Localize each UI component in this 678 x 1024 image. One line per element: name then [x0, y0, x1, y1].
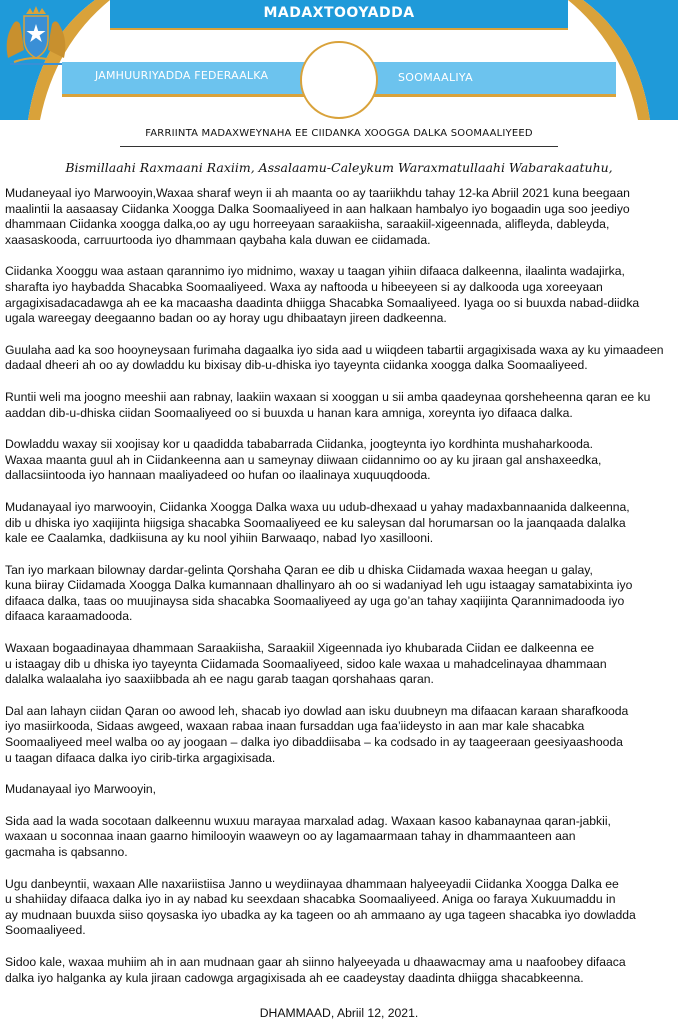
paragraph-line: aaddan dib-u-dhiska ciidan Soomaaliyeed oo si buuxda u hanan kara amniga, xoreynta iyo difaaca dalka.	[5, 405, 573, 420]
paragraph	[5, 877, 673, 939]
paragraph-line: dib u dhiska iyo xaqiijinta hiigsiga shacabka Soomaaliyeed ee ku saleysan dal horumarsan oo la jaanqaada dalalka	[5, 515, 626, 530]
subtitle-divider	[120, 146, 558, 147]
paragraph-line: Dal aan lahayn ciidan Qaran oo awood leh, shacab iyo dowlad aan isku duubneyn ma difaacan karaan sharafkooda	[5, 703, 629, 718]
paragraph-line: difaaca dalka, taas oo muujinaysa sida shacabka Soomaaliyeed ay uga go’an tahay xaqiijinta Qarannimadooda iyo	[5, 593, 625, 608]
paragraph-line: xaasaskooda, carruurtooda iyo dhammaan qaybaha kala duwan ee ciidamada.	[5, 232, 431, 247]
paragraph	[5, 390, 673, 421]
greeting: Bismillaahi Raxmaani Raxiim, Assalaamu-Caleykum Waraxmatullaahi Wabarakaatuhu,	[65, 160, 613, 175]
paragraph-line: Waxaan bogaadinayaa dhammaan Saraakiisha, Saraakiil Xigeennada iyo khubarada Ciidan ee dalkeenna ee	[5, 641, 595, 656]
paragraph-line: Ciidanka Xooggu waa astaan qarannimo iyo midnimo, waxay u taagan yihiin difaaca dalkeenna, ilaalinta wadajirka,	[5, 264, 625, 279]
paragraph	[5, 500, 673, 547]
paragraph-line: dalka iyo halganka ay kula jiraan cadowga argagixisada ah ee caadeystay daadinta dhiigga shacabkeenna.	[5, 970, 584, 985]
paragraph-line: dallacsiintooda iyo hannaan maaliyadeed oo hufan oo ilaalinaya xuquuqdooda.	[5, 468, 431, 483]
paragraph	[5, 264, 673, 326]
paragraph-line: Mudaneyaal iyo Marwooyin,Waxaa sharaf weyn ii ah maanta oo ay taariikhdu tahay 12-ka Abriil 2021 kuna beegaan	[5, 186, 630, 200]
paragraph-line: dadaal dheeri ah oo ay dowladdu ku bixisay dib-u-dhiska iyo tayeynta ciidanka xoogga dalka Soomaaliyeed.	[5, 358, 588, 373]
paragraph-line: Soomaaliyeed meel walba oo ay joogaan – dalka iyo dibaddiisaba – ka codsado in ay taageeraan geesiyaashooda	[5, 735, 623, 750]
paragraph-line: Guulaha aad ka soo hooyneysaan furimaha dagaalka iyo sida aad u wiiqdeen tabartii argagixisada waxa ay ku yimaadeen	[5, 342, 664, 357]
paragraph-line: Mudanayaal iyo Marwooyin,	[5, 782, 157, 797]
paragraph-line: Soomaaliyeed.	[5, 923, 86, 938]
paragraph-line: Mudanayaal iyo marwooyin, Ciidanka Xoogga Dalka waxa uu udub-dhexaad u yahay madaxbannaanida dalkeenna,	[5, 499, 630, 514]
paragraph-line: dalalka walaalaha iyo saaxiibbada ah ee nagu garab taagan qorshahaas qaran.	[5, 672, 434, 687]
paragraph-line: kuna biiray Ciidamada Xoogga Dalka kumannaan dhallinyaro ah oo si wadaniyad leh ugu istaagay samatabixinta iyo	[5, 578, 633, 593]
paragraph	[5, 782, 673, 798]
paragraph	[5, 704, 673, 766]
paragraph	[5, 437, 673, 484]
paragraph-line: argagixisadacadawga ah ee ka macaasha daadinta dhiigga Shacabka Somaaliyeed. Iyaga oo si buuxda nabad-diidka	[5, 295, 640, 310]
paragraph	[5, 186, 673, 248]
paragraph	[5, 563, 673, 625]
paragraph-line: Tan iyo markaan bilownay dardar-gelinta Qorshaha Qaran ee dib u dhiska Ciidamada waxaa heegan u galay,	[5, 562, 593, 577]
somalia-coat-of-arms-icon	[0, 0, 72, 68]
paragraph	[5, 955, 673, 986]
paragraph-line: Sida aad la wada socotaan dalkeennu wuxuu marayaa marxalad adag. Waxaan kasoo kabanaynaa qaran-jabkii,	[5, 813, 611, 828]
paragraph-line: dhammaan Ciidanka xoogga dalka,oo ay ugu horreeyaan saraakiisha, saraakiil-xigeennada, alifleyda, dableyda,	[5, 217, 610, 232]
paragraph-line: u shahiiday difaaca dalka iyo in ay nabad ku seexdaan shacabka Soomaaliyeed. Aniga oo faraya Xukuumaddu in	[5, 892, 616, 907]
ribbon-right-text: SOOMAALIYA	[398, 71, 473, 84]
letter-body	[5, 186, 673, 1002]
paragraph-line: ugala wareegay deegaanno badan oo ay horay ugu dhibaatayn jireen dadkeenna.	[5, 311, 447, 326]
paragraph	[5, 343, 673, 374]
paragraph	[5, 641, 673, 688]
paragraph-line: gacmaha is qabsanno.	[5, 845, 128, 859]
paragraph-line: ay mudnaan buuxda siiso qoysaska iyo ubadka ay ka tageen oo ah ammaano ay uga tageen shacabka iyo dowladda	[5, 907, 636, 922]
letterhead	[0, 0, 678, 120]
paragraph-line: u istaagay dib u dhiska iyo tayeynta Ciidamada Soomaaliyeed, sidoo kale waxaa u mahadcelinayaa dhammaan	[5, 656, 607, 671]
ribbon-left-text: JAMHUURIYADDA FEDERAALKA	[95, 69, 269, 82]
paragraph-line: kale ee Caalamka, dadkiisuna ay ku nool yihiin Barwaaqo, nabad Iyo xasillooni.	[5, 531, 434, 546]
top-banner-title: MADAXTOOYADDA	[263, 5, 415, 21]
paragraph-line: u taagan difaaca dalka iyo cirib-tirka argagixisada.	[5, 750, 276, 765]
paragraph-line: Waxaa maanta guul ah in Ciidankeenna aan u sameynay diiwaan ciidannimo oo ay ku jiraan gal anshaxeedka,	[5, 452, 602, 467]
paragraph-line: waxaan u soconnaa inaan gaarno himilooyin waaweyn oo ay lagamaarmaan tahay in dhammaanteen aan	[5, 829, 576, 844]
paragraph-line: difaaca karaamadooda.	[5, 609, 133, 624]
paragraph-line: iyo masiirkooda, Sidaas awgeed, waxaan rabaa inaan fursaddan uga faa’iideysto in aan mar kale shacabka	[5, 719, 585, 734]
paragraph-line: Sidoo kale, waxaa muhiim ah in aan mudnaan gaar ah siinno halyeeyada u dhaawacmay ama u naafoobey difaaca	[5, 954, 626, 969]
paragraph-line: Dowladdu waxay sii xoojisay kor u qaadidda tababarrada Ciidanka, joogteynta iyo kordhinta mushaharkooda.	[5, 437, 594, 452]
closing-line: DHAMMAAD, Abriil 12, 2021.	[259, 1006, 419, 1020]
paragraph-line: maalintii la aasaasay Ciidanka Xoogga Dalka Soomaaliyeed in aan halkaan hambalyo iyo bogaadin uga soo jeediyo	[5, 201, 630, 216]
paragraph	[5, 814, 673, 861]
paragraph-line: Runtii weli ma joogno meeshii aan rabnay, laakiin waxaan si xooggan u sii amba qaadeynaa qorsheheenna qaran ee ku	[5, 389, 651, 404]
paragraph-line: sharafta iyo haybadda Shacabka Soomaaliyeed. Waxa ay naftooda u hibeeyeen si ay dalkooda uga xoreeyaan	[5, 279, 603, 294]
paragraph-line: Ugu danbeyntii, waxaan Alle naxariistiisa Janno u weydiinayaa dhammaan halyeeyadii Ciidanka Xoogga Dalka ee	[5, 876, 619, 891]
document-subtitle: FARRIINTA MADAXWEYNAHA EE CIIDANKA XOOGGA DALKA SOOMAALIYEED	[145, 128, 533, 139]
